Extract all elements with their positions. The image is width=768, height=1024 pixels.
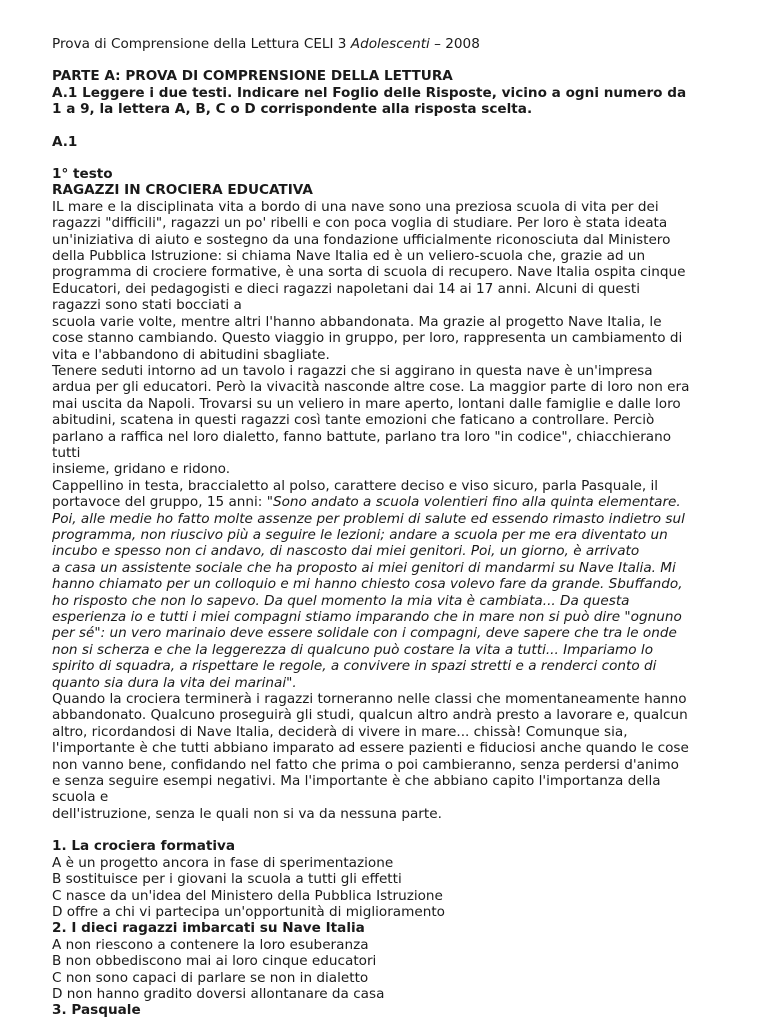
text-line: Poi, alle medie ho fatto molte assenze per problemi di salute ed essendo rimasto indietro sul <box>52 510 685 527</box>
text-line: ardua per gli educatori. Però la vivacità nasconde altre cose. La maggior parte di loro non era <box>52 379 690 396</box>
text-line: ragazzi "difficili", ragazzi un po' ribelli e con poca voglia di studiare. Per loro è stata ideata <box>52 215 668 232</box>
section-label: A.1 <box>52 133 78 150</box>
text-line: non si scherza e che la leggerezza di qualcuno può costare la vita a tutti... Impariamo lo <box>52 641 654 658</box>
text-line: abbandonato. Qualcuno proseguirà gli studi, qualcun altro andrà presto a lavorare e, qualcun <box>52 707 688 724</box>
answer-option: C nasce da un'idea del Ministero della Pubblica Istruzione <box>52 887 443 904</box>
text-line: programma, non riuscivo più a seguire le lezioni; andare a scuola per me era diventato un <box>52 526 668 543</box>
answer-option: D non hanno gradito doversi allontanare da casa <box>52 985 385 1002</box>
text-line: non vanno bene, confidando nel fatto che prima o poi cambieranno, senza perdersi d'animo <box>52 756 679 773</box>
text-line: Cappellino in testa, braccialetto al polso, carattere deciso e viso sicuro, parla Pasquale, il <box>52 477 659 494</box>
question-block <box>52 920 728 1002</box>
text-line: della Pubblica Istruzione: si chiama Nave Italia ed è un veliero-scuola che, grazie ad un <box>52 248 646 265</box>
answer-option: B non obbediscono mai ai loro cinque educatori <box>52 953 377 970</box>
header-suffix: – 2008 <box>429 36 480 52</box>
text-line: IL mare e la disciplinata vita a bordo di una nave sono una preziosa scuola di vita per dei <box>52 198 659 215</box>
text-line: l'importante è che tutti abbiano imparato ad essere pazienti e fiduciosi anche quando le cose <box>52 740 689 757</box>
parte-a-instructions <box>52 85 728 118</box>
article-title: RAGAZZI IN CROCIERA EDUCATIVA <box>52 182 313 199</box>
question-title: 3. Pasquale <box>52 1002 141 1019</box>
instruction-line: A.1 Leggere i due testi. Indicare nel Foglio delle Risposte, vicino a ogni numero da <box>52 84 687 101</box>
quote-prefix: portavoce del gruppo, 15 anni: <box>52 494 267 511</box>
text-line: incubo e spesso non ci andavo, di nascosto dai miei genitori. Poi, un giorno, è arrivato <box>52 543 640 560</box>
quote-body <box>52 511 728 691</box>
text-line: programma di crociere formative, è una sorta di scuola di recupero. Nave Italia ospita cinque <box>52 264 686 281</box>
text-line: hanno chiamato per un colloquio e mi hanno chiesto cosa volevo fare da grande. Sbuffando, <box>52 576 683 593</box>
text-line: Educatori, dei pedagogisti e dieci ragazzi napoletani dai 14 ai 17 anni. Alcuni di questi <box>52 280 640 297</box>
header-italic: Adolescenti <box>350 36 430 52</box>
text-line: e senza seguire esempi negativi. Ma l'importante è che abbiano capito l'importanza della <box>52 773 661 790</box>
paragraph-1 <box>52 199 728 363</box>
text-line: Quando la crociera terminerà i ragazzi torneranno nelle classi che momentaneamente hanno <box>52 691 687 708</box>
text-line: ho risposto che non lo sapevo. Da quel momento la mia vita è cambiata... Da questa <box>52 592 630 609</box>
text-line: ragazzi sono stati bocciati a <box>52 297 242 314</box>
answer-option: A non riescono a contenere la loro esuberanza <box>52 936 369 953</box>
answer-option: C non sono capaci di parlare se non in dialetto <box>52 969 369 986</box>
answer-option: B sostituisce per i giovani la scuola a tutti gli effetti <box>52 871 402 888</box>
document-page <box>52 36 728 1019</box>
text-line: esperienza io e tutti i miei compagni stiamo imparando che in mare non si può dire "ognuno <box>52 609 682 625</box>
text-line: a casa un assistente sociale che ha proposto ai miei genitori di mandarmi su Nave Italia. Mi <box>52 559 676 576</box>
header-prefix: Prova di Comprensione della Lettura CELI 3 <box>52 36 351 52</box>
text-line: quanto sia dura la vita dei marinai". <box>52 674 297 691</box>
text-line: insieme, gridano e ridono. <box>52 461 231 478</box>
paragraph-4 <box>52 691 728 822</box>
answer-option: D offre a chi vi partecipa un'opportunità di miglioramento <box>52 903 445 920</box>
text-line <box>52 494 728 510</box>
question-title: 1. La crociera formativa <box>52 838 236 855</box>
document-header <box>52 36 728 52</box>
question-block <box>52 838 728 920</box>
text-line: dell'istruzione, senza le quali non si va da nessuna parte. <box>52 805 442 822</box>
text-line: abitudini, scatena in questi ragazzi così tante emozioni che faticano a controllare. Perciò <box>52 412 655 429</box>
text-line: per sé": un vero marinaio deve essere solidale con i compagni, deve sapere che tra le onde <box>52 625 677 642</box>
parte-a-title: PARTE A: PROVA DI COMPRENSIONE DELLA LETTURA <box>52 68 453 85</box>
text-line: vita e l'abbandono di abitudini sbagliate. <box>52 346 330 363</box>
text-line: tutti <box>52 444 81 461</box>
question-title: 2. I dieci ragazzi imbarcati su Nave Italia <box>52 920 365 937</box>
paragraph-2 <box>52 363 728 478</box>
paragraph-3 <box>52 478 728 691</box>
text-line: mai uscita da Napoli. Trovarsi su un veliero in mare aperto, lontani dalle famiglie e dalle loro <box>52 395 681 412</box>
questions-list <box>52 838 728 1018</box>
text-line: altro, ricordandosi di Nave Italia, deciderà di vivere in mare... chissà! Comunque sia, <box>52 723 628 740</box>
text-line: scuola e <box>52 789 109 806</box>
question-block <box>52 1002 728 1018</box>
text-line: cose stanno cambiando. Questo viaggio in gruppo, per loro, rappresenta un cambiamento di <box>52 330 683 347</box>
text-line: scuola varie volte, mentre altri l'hanno abbandonata. Ma grazie al progetto Nave Italia, le <box>52 313 662 330</box>
text-line: parlano a raffica nel loro dialetto, fanno battute, parlano tra loro "in codice", chiacchierano <box>52 428 672 445</box>
text-line: spirito di squadra, a rispettare le regole, a convivere in spazi stretti e a renderci conto di <box>52 658 657 675</box>
instruction-line: 1 a 9, la lettera A, B, C o D corrispondente alla risposta scelta. <box>52 101 533 118</box>
text-line: Tenere seduti intorno ad un tavolo i ragazzi che si aggirano in questa nave è un'impresa <box>52 362 653 379</box>
text-line: un'iniziativa di aiuto e sostegno da una fondazione ufficialmente riconosciuta dal Ministero <box>52 231 671 248</box>
text-number: 1° testo <box>52 166 113 183</box>
quote-start: "Sono andato a scuola volentieri fino alla quinta elementare. <box>266 494 681 511</box>
answer-option: A è un progetto ancora in fase di sperimentazione <box>52 854 394 871</box>
